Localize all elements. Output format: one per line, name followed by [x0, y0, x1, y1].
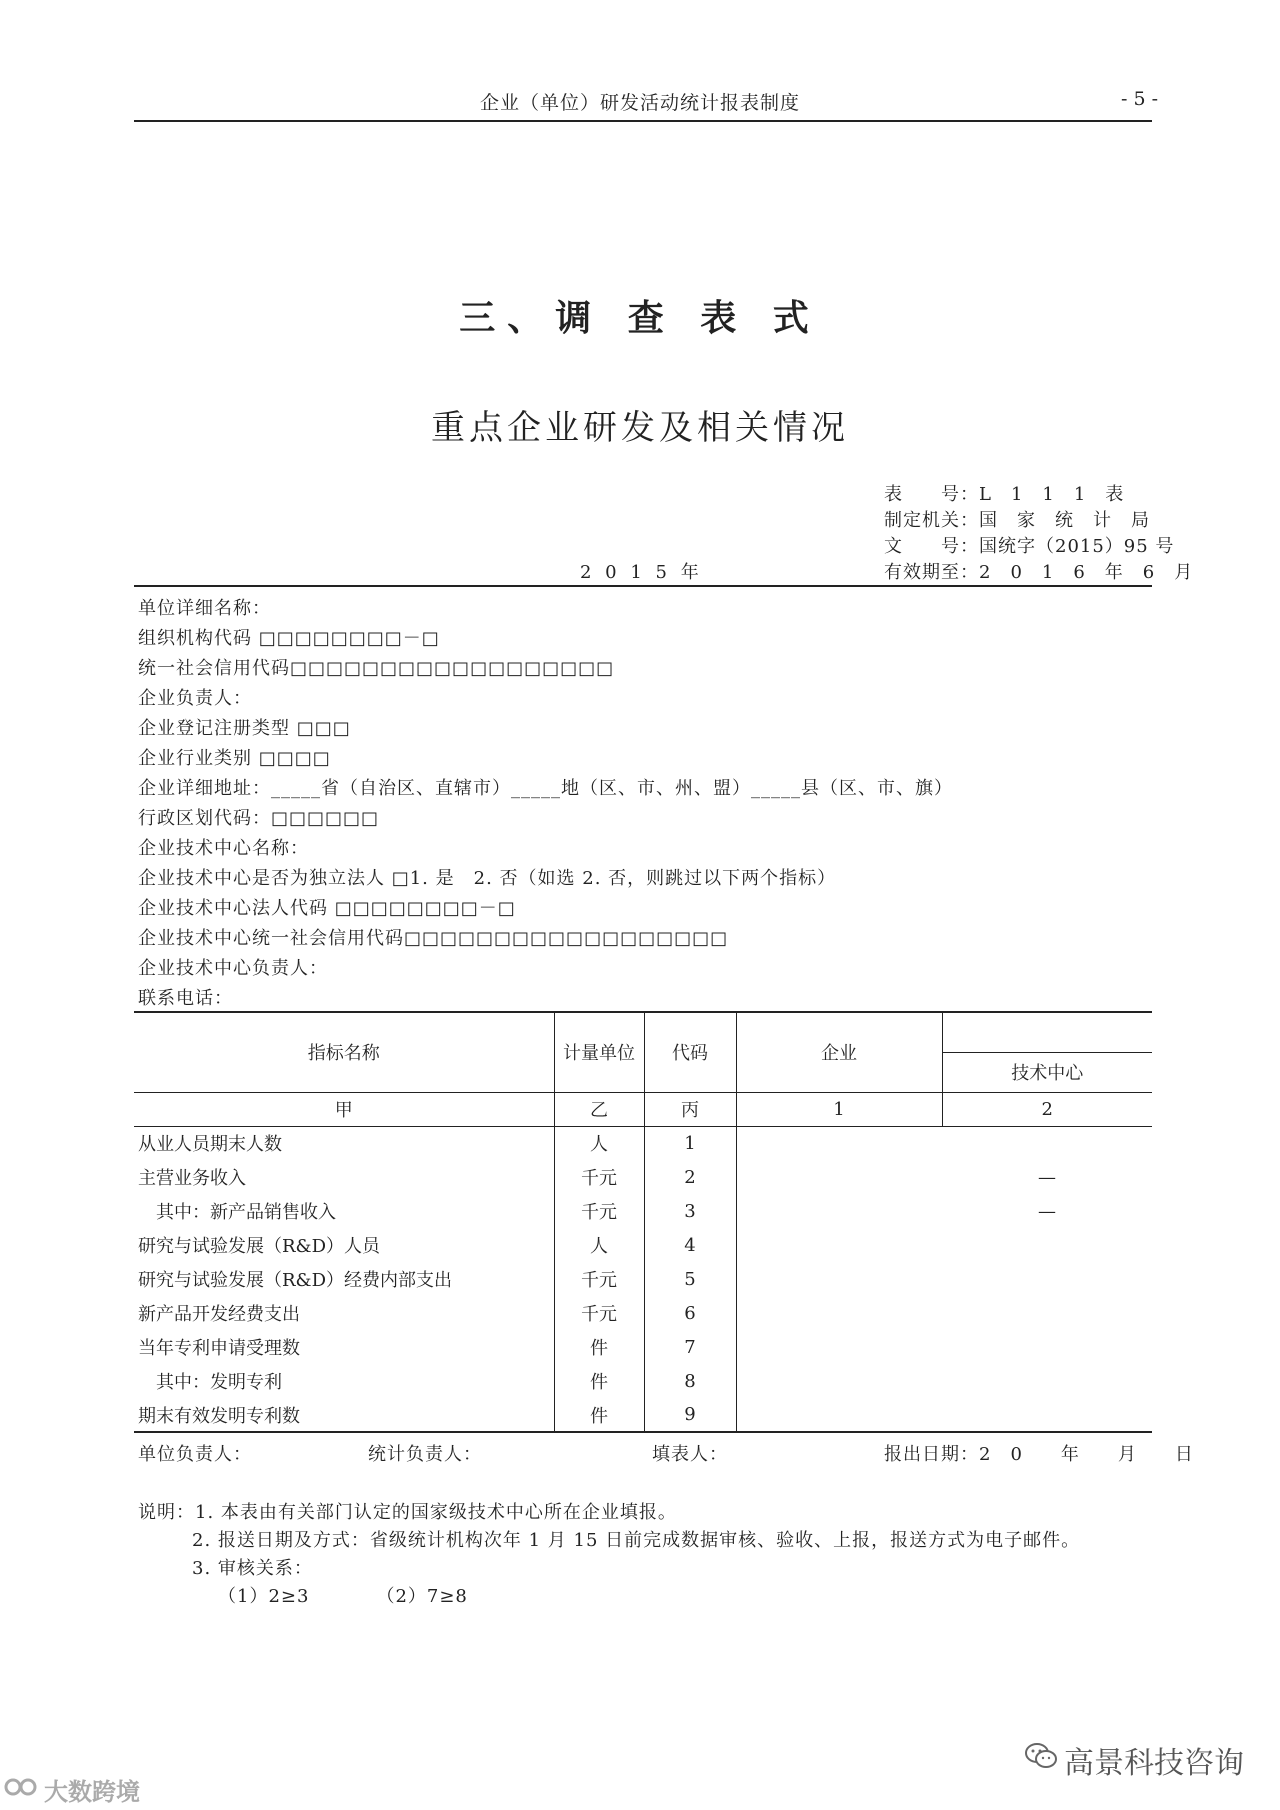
indicator-table: [134, 1011, 1152, 1433]
note-2: 2. 报送日期及方式：省级统计机构次年 1 月 15 日前完成数据审核、验收、上报，报送方式为电子邮件。: [192, 1530, 1081, 1551]
row-unit: 千元: [554, 1160, 644, 1194]
field-tech-center-head: 企业技术中心负责人：: [138, 958, 328, 979]
row-name: 从业人员期末人数: [134, 1126, 554, 1160]
row-unit: 件: [554, 1330, 644, 1364]
table-row: [134, 1364, 1152, 1398]
field-tech-center-name: 企业技术中心名称：: [138, 838, 309, 859]
field-tech-center-credit-code: 企业技术中心统一社会信用代码□□□□□□□□□□□□□□□□□□: [138, 928, 729, 949]
col-header-name: 指标名称: [134, 1012, 554, 1092]
note-1: 说明：1. 本表由有关部门认定的国家级技术中心所在企业填报。: [138, 1502, 677, 1523]
meta-issuer: 制定机关：国 家 统 计 局: [884, 510, 1150, 531]
row-name: 研究与试验发展（R&D）经费内部支出: [134, 1262, 554, 1296]
row-name: 主营业务收入: [134, 1160, 554, 1194]
section-title: 三、调 查 表 式: [459, 298, 821, 339]
sig-stat-head: 统计负责人：: [368, 1444, 482, 1465]
form-top-rule: [134, 585, 1152, 587]
row-enterprise[interactable]: [736, 1296, 942, 1330]
row-tech-center[interactable]: [942, 1262, 1152, 1296]
row-name: 其中：发明专利: [134, 1364, 554, 1398]
table-row: [134, 1296, 1152, 1330]
watermark-left-text: 大数跨境: [44, 1778, 140, 1806]
meta-table-no: 表 号：L 1 1 1 表: [884, 484, 1125, 505]
row-unit: 人: [554, 1126, 644, 1160]
col-header-enterprise: 企业: [736, 1012, 942, 1092]
col-header-tech-center: 技术中心: [942, 1052, 1152, 1092]
table-row: [134, 1330, 1152, 1364]
subheader-code: 丙: [644, 1092, 736, 1126]
row-enterprise[interactable]: [736, 1364, 942, 1398]
row-tech-center[interactable]: [942, 1398, 1152, 1432]
sig-unit-head: 单位负责人：: [138, 1444, 252, 1465]
meta-valid-until: 有效期至：2 0 1 6 年 6 月: [884, 562, 1194, 583]
row-name: 研究与试验发展（R&D）人员: [134, 1228, 554, 1262]
row-unit: 件: [554, 1364, 644, 1398]
field-org-code: 组织机构代码 □□□□□□□□－□: [138, 628, 440, 649]
watermark-right-text: 高景科技咨询: [1064, 1746, 1244, 1781]
wechat-icon: [1024, 1741, 1058, 1779]
col-header-blank: [942, 1012, 1152, 1052]
row-enterprise[interactable]: [736, 1228, 942, 1262]
field-address: 企业详细地址：_____省（自治区、直辖市）_____地（区、市、州、盟）_____县（区、市、旗）: [138, 778, 953, 799]
field-phone: 联系电话：: [138, 988, 233, 1009]
row-enterprise[interactable]: [736, 1262, 942, 1296]
row-enterprise[interactable]: [736, 1126, 942, 1160]
row-code: 4: [644, 1228, 736, 1262]
header-rule: [134, 120, 1152, 122]
row-tech-center[interactable]: [942, 1126, 1152, 1160]
row-name: 其中：新产品销售收入: [134, 1194, 554, 1228]
sig-filler: 填表人：: [652, 1444, 728, 1465]
row-unit: 人: [554, 1228, 644, 1262]
table-row: [134, 1398, 1152, 1432]
table-row: [134, 1160, 1152, 1194]
row-unit: 件: [554, 1398, 644, 1432]
row-tech-center[interactable]: [942, 1330, 1152, 1364]
row-unit: 千元: [554, 1194, 644, 1228]
row-code: 6: [644, 1296, 736, 1330]
row-name: 期末有效发明专利数: [134, 1398, 554, 1432]
field-credit-code: 统一社会信用代码□□□□□□□□□□□□□□□□□□: [138, 658, 615, 679]
field-tech-center-legal: 企业技术中心是否为独立法人 □1. 是 2. 否（如选 2. 否，则跳过以下两个指标）: [138, 868, 837, 889]
col-header-unit: 计量单位: [554, 1012, 644, 1092]
row-name: 当年专利申请受理数: [134, 1330, 554, 1364]
note-3: 3. 审核关系：: [192, 1558, 313, 1579]
row-code: 5: [644, 1262, 736, 1296]
table-row: [134, 1262, 1152, 1296]
page-number: - 5 -: [1120, 88, 1158, 110]
row-name: 新产品开发经费支出: [134, 1296, 554, 1330]
brand-logo-icon: [4, 1774, 38, 1806]
row-code: 3: [644, 1194, 736, 1228]
field-tech-center-code: 企业技术中心法人代码 □□□□□□□□－□: [138, 898, 516, 919]
row-code: 2: [644, 1160, 736, 1194]
field-industry-category: 企业行业类别 □□□□: [138, 748, 331, 769]
row-tech-center: —: [1038, 1200, 1056, 1222]
row-tech-center[interactable]: [942, 1228, 1152, 1262]
row-code: 7: [644, 1330, 736, 1364]
row-tech-center[interactable]: [942, 1296, 1152, 1330]
row-code: 9: [644, 1398, 736, 1432]
field-division-code: 行政区划代码：□□□□□□: [138, 808, 380, 829]
note-3-rules: （1）2≥3 （2）7≥8: [218, 1586, 468, 1607]
row-enterprise[interactable]: [736, 1398, 942, 1432]
row-code: 1: [644, 1126, 736, 1160]
watermark-left: [4, 1772, 140, 1807]
table-row: [134, 1194, 1152, 1228]
running-header-title: 企业（单位）研发活动统计报表制度: [479, 92, 800, 114]
subheader-enterprise: 1: [736, 1092, 942, 1126]
col-header-code: 代码: [644, 1012, 736, 1092]
row-tech-center: —: [1038, 1166, 1056, 1188]
field-unit-name: 单位详细名称：: [138, 598, 271, 619]
subheader-tech-center: 2: [942, 1092, 1152, 1126]
row-code: 8: [644, 1364, 736, 1398]
subheader-name: 甲: [134, 1092, 554, 1126]
row-unit: 千元: [554, 1262, 644, 1296]
field-registration-type: 企业登记注册类型 □□□: [138, 718, 351, 739]
watermark-right: [1024, 1738, 1244, 1782]
report-year: 2 0 1 5 年: [580, 562, 703, 583]
subheader-unit: 乙: [554, 1092, 644, 1126]
row-tech-center[interactable]: [942, 1364, 1152, 1398]
field-enterprise-head: 企业负责人：: [138, 688, 252, 709]
row-enterprise[interactable]: [736, 1160, 942, 1194]
table-row: [134, 1126, 1152, 1160]
form-title: 重点企业研发及相关情况: [431, 408, 849, 448]
row-enterprise[interactable]: [736, 1330, 942, 1364]
sig-report-date: 报出日期：2 0 年 月 日: [884, 1444, 1194, 1465]
meta-doc-no: 文 号：国统字（2015）95 号: [884, 536, 1175, 557]
table-row: [134, 1228, 1152, 1262]
row-unit: 千元: [554, 1296, 644, 1330]
row-enterprise[interactable]: [736, 1194, 942, 1228]
